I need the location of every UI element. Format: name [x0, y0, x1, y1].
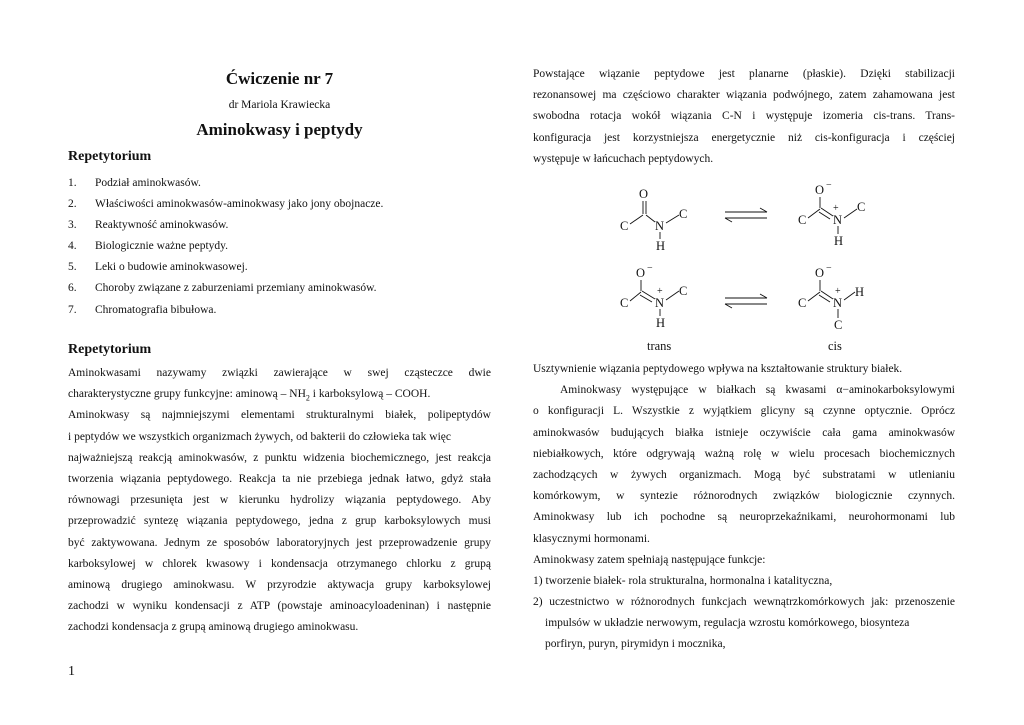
author: dr Mariola Krawiecka [228, 99, 331, 111]
amino-acids-paragraph [68, 363, 491, 638]
list-item-number: 5. [68, 261, 77, 274]
amino-acid-functions-paragraph [533, 359, 955, 656]
atom-n: N [833, 213, 843, 227]
list-item-number: 3. [68, 219, 77, 232]
paragraph-line: porfiryn, puryn, pirymidyn i mocznika, [545, 638, 726, 651]
paragraph-line: Aminokwasy występujące w białkach są kwasami α−aminokarboksylowymi [560, 384, 955, 397]
bond [844, 209, 857, 218]
paragraph-line: rezonansowej ma częściowo charakter wiązania podwójnego, zatem zahamowana jest [533, 89, 955, 102]
paragraph-line: niebiałkowych, które odgrywają ważną rolę w wielu procesach biochemicznych [533, 447, 955, 460]
list-item-number: 2. [68, 198, 77, 211]
atom-c: C [620, 219, 629, 233]
list-item [68, 194, 383, 215]
atom-c: C [857, 200, 866, 214]
paragraph-line: 1) tworzenie białek- rola strukturalna, hormonalna i katalityczna, [533, 574, 833, 587]
list-item [68, 173, 383, 194]
atom-c: C [679, 207, 688, 221]
paragraph-line: komórkowym, w syntezie różnorodnych związków biologicznie czynnych. [533, 490, 955, 503]
bond [630, 215, 643, 224]
atom-n: N [833, 296, 843, 310]
paragraph-line: aminokwasów budujących białka istnieje oczywiście cała gama aminokwasów [533, 426, 955, 439]
atom-h: H [855, 285, 865, 299]
atom-n: N [655, 219, 665, 233]
peptide-bond-paragraph [533, 64, 955, 170]
label-trans: trans [647, 339, 672, 353]
plus-charge: + [657, 286, 663, 297]
label-cis: cis [828, 339, 842, 353]
bond [666, 215, 679, 223]
bond [630, 292, 641, 301]
bond [646, 215, 655, 222]
paragraph-line: zachodzi w wyniku kondensacji z ATP (powstaje aminoacyloadeninan) i następnie [68, 600, 491, 613]
minus-charge: − [826, 180, 832, 191]
paragraph-line: impulsów w układzie nerwowym, regulacja wzrostu komórkowego, biosynteza [545, 617, 910, 630]
paragraph-line: o konfiguracji L. Wszystkie z wyjątkiem glicyny są czynne optycznie. Oprócz [533, 405, 955, 418]
list-item-text: Choroby związane z zaburzeniami przemiany aminokwasów. [95, 282, 377, 295]
paragraph-line: 2) uczestnictwo w różnorodnych funkcjach wewnątrzkomórkowych jak: przenoszenie [533, 596, 955, 609]
list-item-text: Reaktywność aminokwasów. [95, 219, 229, 232]
paragraph-line: być zaktywowana. Jednym ze sposobów laboratoryjnych jest przeprowadzenie grupy [68, 536, 491, 549]
equilibrium-arrow [725, 304, 732, 308]
atom-o: O [636, 266, 646, 280]
list-item-number: 6. [68, 282, 77, 295]
atom-c: C [620, 296, 629, 310]
bond [808, 292, 820, 301]
bond [666, 291, 679, 300]
list-item-text: Właściwości aminokwasów-aminokwasy jako jony obojnacze. [95, 198, 384, 211]
atom-o: O [815, 266, 825, 280]
paragraph-line: Usztywnienie wiązania peptydowego wpływa na kształtowanie struktury białek. [533, 363, 903, 375]
atom-o: O [639, 187, 649, 201]
peptide-bond-resonance-diagram [600, 178, 900, 358]
paragraph-line [68, 384, 491, 405]
equilibrium-arrow [760, 208, 767, 212]
topic-list [68, 173, 383, 321]
paragraph-line: swobodna rotacja wokół wiązania C-N i występuje izomeria cis-trans. Trans- [533, 110, 955, 123]
atom-c: C [798, 296, 807, 310]
minus-charge: − [647, 263, 653, 274]
paragraph-line: zachodzących w żywych organizmach. Mogą być substratami w utlenianiu [533, 468, 955, 481]
atom-c: C [679, 284, 688, 298]
list-item [68, 257, 383, 278]
list-item [68, 215, 383, 236]
list-item [68, 300, 383, 321]
paragraph-line: klasycznymi hormonami. [533, 532, 650, 545]
minus-charge: − [826, 263, 832, 274]
list-item-text: Leki o budowie aminokwasowej. [95, 261, 248, 274]
paragraph-line: równowagi przesunięta jest w kierunku hydrolizy wiązania peptydowego. Aby [68, 494, 491, 507]
list-item-text: Podział aminokwasów. [95, 177, 201, 189]
list-item-number: 7. [68, 303, 77, 316]
plus-charge: + [835, 286, 841, 297]
list-item-text: Biologicznie ważne peptydy. [95, 240, 229, 253]
list-item [68, 236, 383, 257]
paragraph-line-text: i karboksylową – COOH. [309, 388, 431, 401]
paragraph-line: Aminokwasy lub ich pochodne są neuroprzekaźnikami, neurohormonami lub [533, 511, 955, 524]
paragraph-line: tworzenia wiązania peptydowego. Reakcja ta nie przebiega jednak łatwo, gdyż stała [68, 472, 491, 485]
atom-h: H [656, 316, 666, 330]
paragraph-line: występuje w łańcuchach peptydowych. [533, 152, 714, 165]
list-item-number: 4. [68, 240, 77, 253]
subscript: 2 [305, 393, 310, 403]
paragraph-line: Powstające wiązanie peptydowe jest planarne (płaskie). Dzięki stabilizacji [533, 68, 955, 80]
paragraph-line: przeprowadzić syntezę wiązania peptydowego, jedna z grup karboksylowych musi [68, 515, 491, 528]
list-item-number: 1. [68, 177, 77, 189]
atom-o: O [815, 183, 825, 197]
atom-h: H [834, 234, 844, 248]
paragraph-line: karboksylowej w chlorek kwasowy i kondensacja otrzymanego chlorku z grupą [68, 557, 491, 570]
paragraph-line: aminową drugiego aminokwasu. W przyrodzie aktywacja grupy karboksylowej [68, 578, 491, 591]
paragraph-line: najważniejszą reakcją aminokwasów, z punktu widzenia biochemicznego, jest reakcja [68, 451, 491, 464]
equilibrium-arrow [760, 294, 767, 298]
paragraph-line-text: charakterystyczne grupy funkcyjne: aminową – NH [68, 388, 306, 401]
paragraph-line: i peptydów we wszystkich organizmach żywych, od bakterii do człowieka tak więc [68, 430, 451, 443]
paragraph-line: Aminokwasami nazywamy związki zawierające w swej cząsteczce dwie [68, 367, 491, 379]
bond [844, 292, 855, 300]
paragraph-line: Aminokwasy są najmniejszymi elementami strukturalnymi białek, polipeptydów [68, 409, 491, 422]
exercise-title: Ćwiczenie nr 7 [225, 69, 334, 88]
paragraph-line: Aminokwasy zatem spełniają następujące funkcje: [533, 553, 766, 566]
list-item [68, 278, 383, 299]
atom-c: C [834, 318, 843, 332]
bond [808, 209, 820, 218]
document-subtitle: Aminokwasy i peptydy [196, 120, 363, 139]
equilibrium-arrow [725, 218, 732, 222]
page-number: 1 [68, 664, 75, 679]
atom-c: C [798, 213, 807, 227]
atom-h: H [656, 239, 666, 253]
paragraph-line: zachodzi kondensacja z grupą aminową drugiego aminokwasu. [68, 621, 359, 634]
plus-charge: + [833, 203, 839, 214]
section-heading-repetytorium-1: Repetytorium [68, 149, 152, 164]
paragraph-line: konfiguracja jest korzystniejsza energetycznie niż cis-konfiguracja i częściej [533, 131, 955, 144]
section-heading-repetytorium-2: Repetytorium [68, 342, 152, 357]
atom-n: N [655, 296, 665, 310]
list-item-text: Chromatografia bibułowa. [95, 303, 217, 316]
